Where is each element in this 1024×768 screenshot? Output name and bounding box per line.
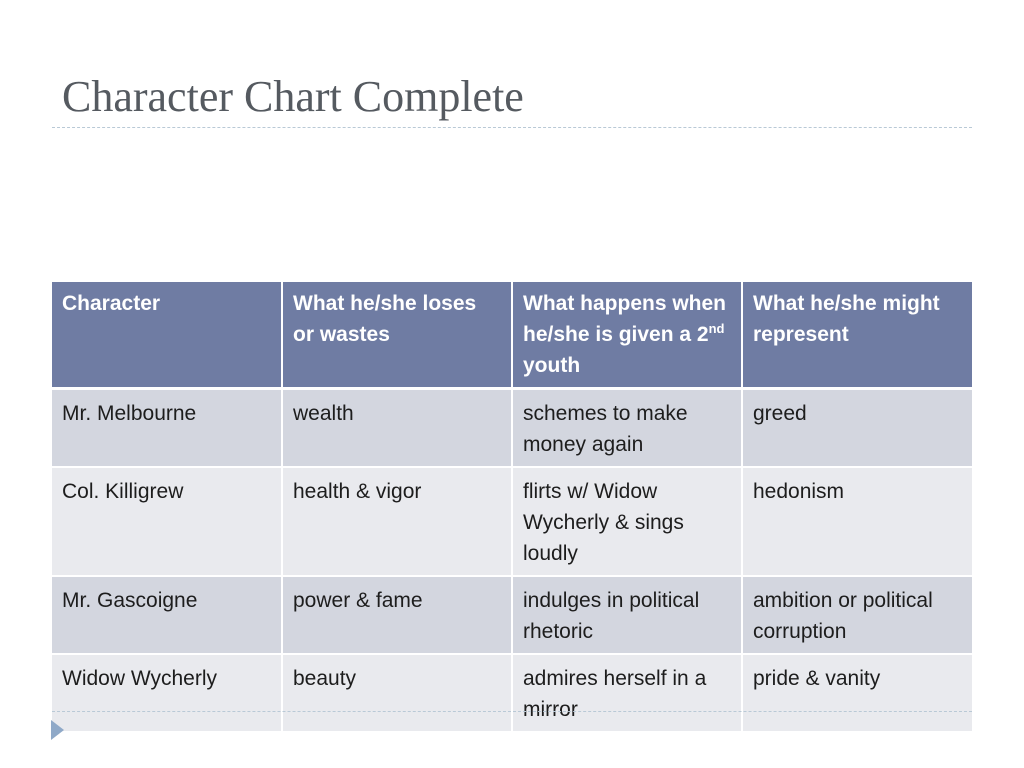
cell-might-represent: hedonism [742,467,972,576]
character-table [52,282,972,733]
header-loses-or-wastes: What he/she loses or wastes [282,282,512,389]
cell-second-youth: schemes to make money again [512,389,742,468]
cell-second-youth: indulges in political rhetoric [512,576,742,654]
cell-second-youth: flirts w/ Widow Wycherly & sings loudly [512,467,742,576]
cell-character: Mr. Melbourne [52,389,282,468]
table-row [52,389,972,468]
cell-loses-or-wastes: power & fame [282,576,512,654]
cell-loses-or-wastes: health & vigor [282,467,512,576]
character-table-container [52,282,972,733]
cell-character: Col. Killigrew [52,467,282,576]
cell-second-youth: admires herself in a mirror [512,654,742,732]
header-second-youth-tail: youth [523,354,581,377]
cell-loses-or-wastes: beauty [282,654,512,732]
cell-might-represent: ambition or political corruption [742,576,972,654]
cell-might-represent: pride & vanity [742,654,972,732]
header-character: Character [52,282,282,389]
cell-loses-or-wastes: wealth [282,389,512,468]
header-might-represent: What he/she might represent [742,282,972,389]
cell-character: Widow Wycherly [52,654,282,732]
header-second-youth-superscript: nd [708,321,725,336]
triangle-right-icon [51,720,64,740]
header-second-youth [512,282,742,389]
header-second-youth-text: What happens when he/she is given a 2 [523,292,727,346]
slide-title: Character Chart Complete [62,72,524,121]
cell-character: Mr. Gascoigne [52,576,282,654]
table-header-row [52,282,972,389]
title-divider [52,127,972,128]
footer-divider [52,711,972,712]
cell-might-represent: greed [742,389,972,468]
table-row [52,654,972,732]
table-row [52,467,972,576]
table-row [52,576,972,654]
